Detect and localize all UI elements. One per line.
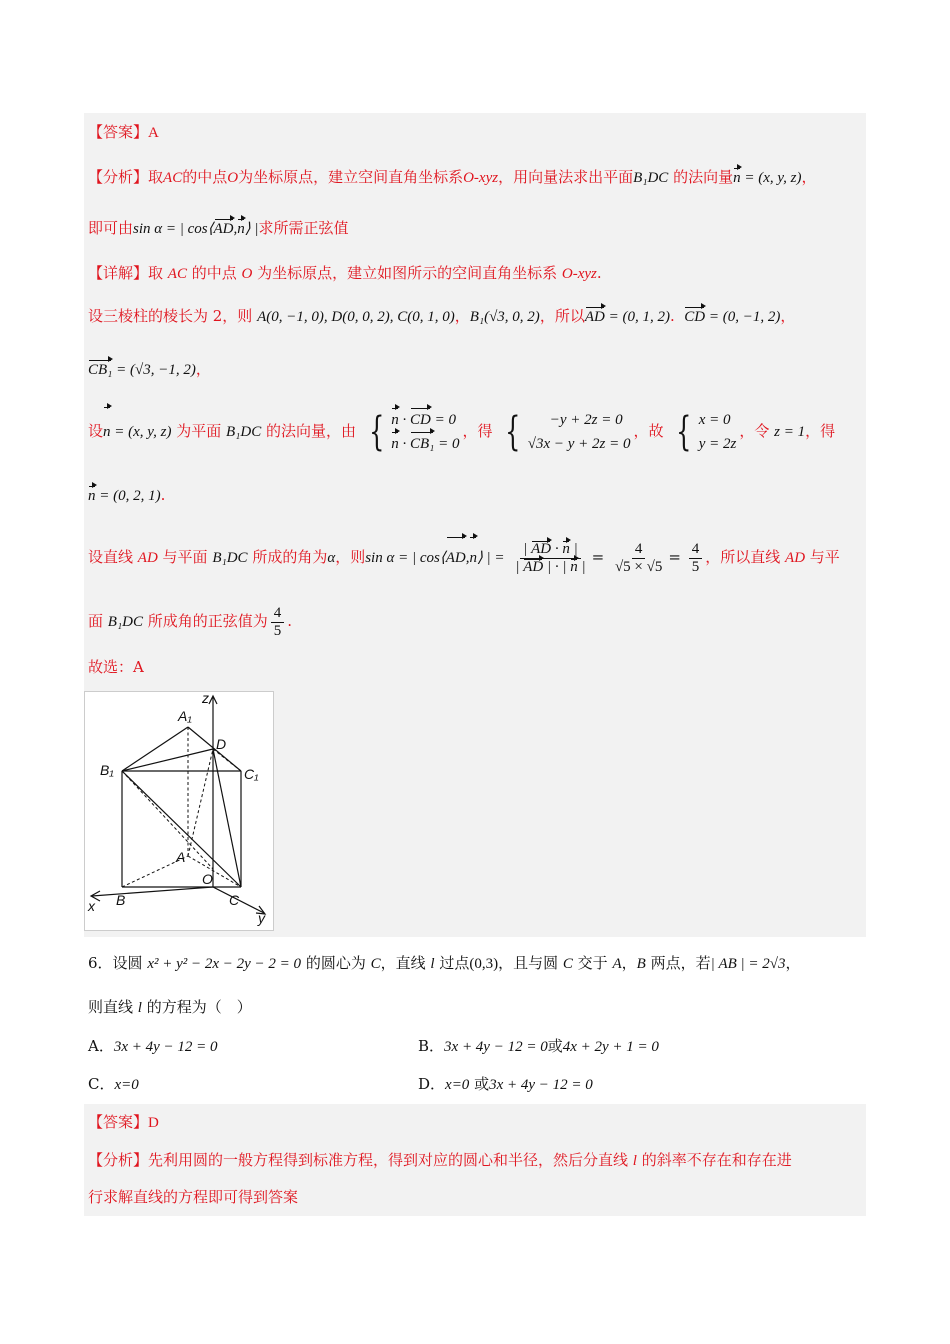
q5-detail-line-5: n = (0, 2, 1). [88, 486, 166, 504]
q6-stem-line-2: 则直线 l 的方程为（ ） [88, 998, 252, 1016]
system-1: { n · CD = 0 n · CB₁ = 0 [368, 409, 460, 455]
answer-value: A [148, 125, 159, 141]
q5-detail-line-3: CB₁ = (√3, −1, 2)， [88, 360, 211, 378]
label-c1: C₁ [244, 766, 259, 782]
q5-choice-line: 故选：A [88, 658, 144, 676]
label-y: y [258, 910, 265, 926]
q5-detail-line-7: 面 B₁DC 所成角的正弦值为 $\frac{4}{5}$ . [88, 604, 293, 639]
q6-stem-line-1: 6．设圆 x² + y² − 2x − 2y − 2 = 0 的圆心为 C，直线 l 过点(0,3)，且与圆 C 交于 A，B 两点，若| AB | = 2√3， [88, 954, 801, 972]
q5-detail-line-6: 设直线 AD 与平面 B₁DC 所成的角为α，则sin α = | cos⟨AD,n⟩ | = $\frac{| AD \cdot n |}{| AD | \cdot | n |}$ = $\frac{4}{√5 \times √5}$ = $\frac{4}{5}$ ，所以直线 AD 与平 [88, 536, 840, 579]
q5-answer-line [88, 122, 159, 143]
label-a: A [176, 849, 186, 865]
option-d[interactable]: D．x=0 或3x + 4y − 12 = 0 [418, 1075, 593, 1093]
fraction-2: $\frac{4}{√5 \times √5}$ [614, 540, 663, 575]
prism-figure [84, 691, 274, 931]
fraction-1: $\frac{| AD \cdot n |}{| AD | \cdot | n |}$ [515, 540, 586, 575]
label-a1: A₁ [178, 708, 192, 724]
fraction-4: $\frac{4}{5}$ [271, 605, 285, 640]
answer-value: D [148, 1115, 159, 1131]
label-b: B [116, 892, 126, 908]
label-d: D [216, 736, 227, 752]
option-b[interactable]: B．3x + 4y − 12 = 0或4x + 2y + 1 = 0 [418, 1037, 659, 1055]
fraction-3: $\frac{4}{5}$ [689, 541, 703, 576]
q5-detail-line-1: 【详解】取 AC 的中点 O 为坐标原点，建立如图所示的空间直角坐标系 O-xyz. [88, 264, 602, 282]
label-o: O [202, 871, 213, 887]
q5-detail-line-4: 设n = (x, y, z) 为平面 B₁DC 的法向量，由 { n · CD = 0 n · CB₁ = 0 ，得 { −y + 2z = 0 √3x − y + 2z = 0 ，故 { x = 0 y = 2z ，令 z = 1，得 [88, 409, 836, 455]
answer-label: 【答案】 [88, 1113, 149, 1131]
label-b1: B₁ [100, 762, 114, 778]
q5-detail-line-2: 设三棱柱的棱长为 2，则 A(0, −1, 0), D(0, 0, 2), C(0, 1, 0)，B₁(√3, 0, 2)，所以AD = (0, 1, 2). CD = (0, −1, 2)， [88, 307, 796, 325]
detail-label: 【详解】 [88, 264, 149, 282]
option-a[interactable]: A．3x + 4y − 12 = 0 [88, 1037, 218, 1055]
answer-label: 【答案】 [88, 123, 149, 141]
q5-analysis-line-2: 即可由sin α = | cos⟨AD,n⟩ |求所需正弦值 [88, 219, 349, 237]
q6-analysis-line-2: 行求解直线的方程即可得到答案 [88, 1188, 299, 1206]
system-2: { −y + 2z = 0 √3x − y + 2z = 0 [505, 409, 631, 455]
analysis-label: 【分析】 [88, 1151, 149, 1169]
label-x: x [88, 898, 95, 914]
label-z: z [202, 691, 209, 706]
label-c: C [229, 892, 240, 908]
analysis-label: 【分析】 [88, 168, 149, 186]
system-3: { x = 0 y = 2z [676, 409, 737, 455]
q6-analysis-line-1: 【分析】先利用圆的一般方程得到标准方程，得到对应的圆心和半径，然后分直线 l 的斜率不存在和存在进 [88, 1151, 792, 1169]
q6-answer-line [88, 1112, 159, 1133]
q5-analysis-line-1: 【分析】取AC的中点O为坐标原点，建立空间直角坐标系O-xyz，用向量法求出平面B₁DC 的法向量n = (x, y, z)， [88, 168, 817, 186]
option-c[interactable]: C．x=0 [88, 1075, 139, 1093]
